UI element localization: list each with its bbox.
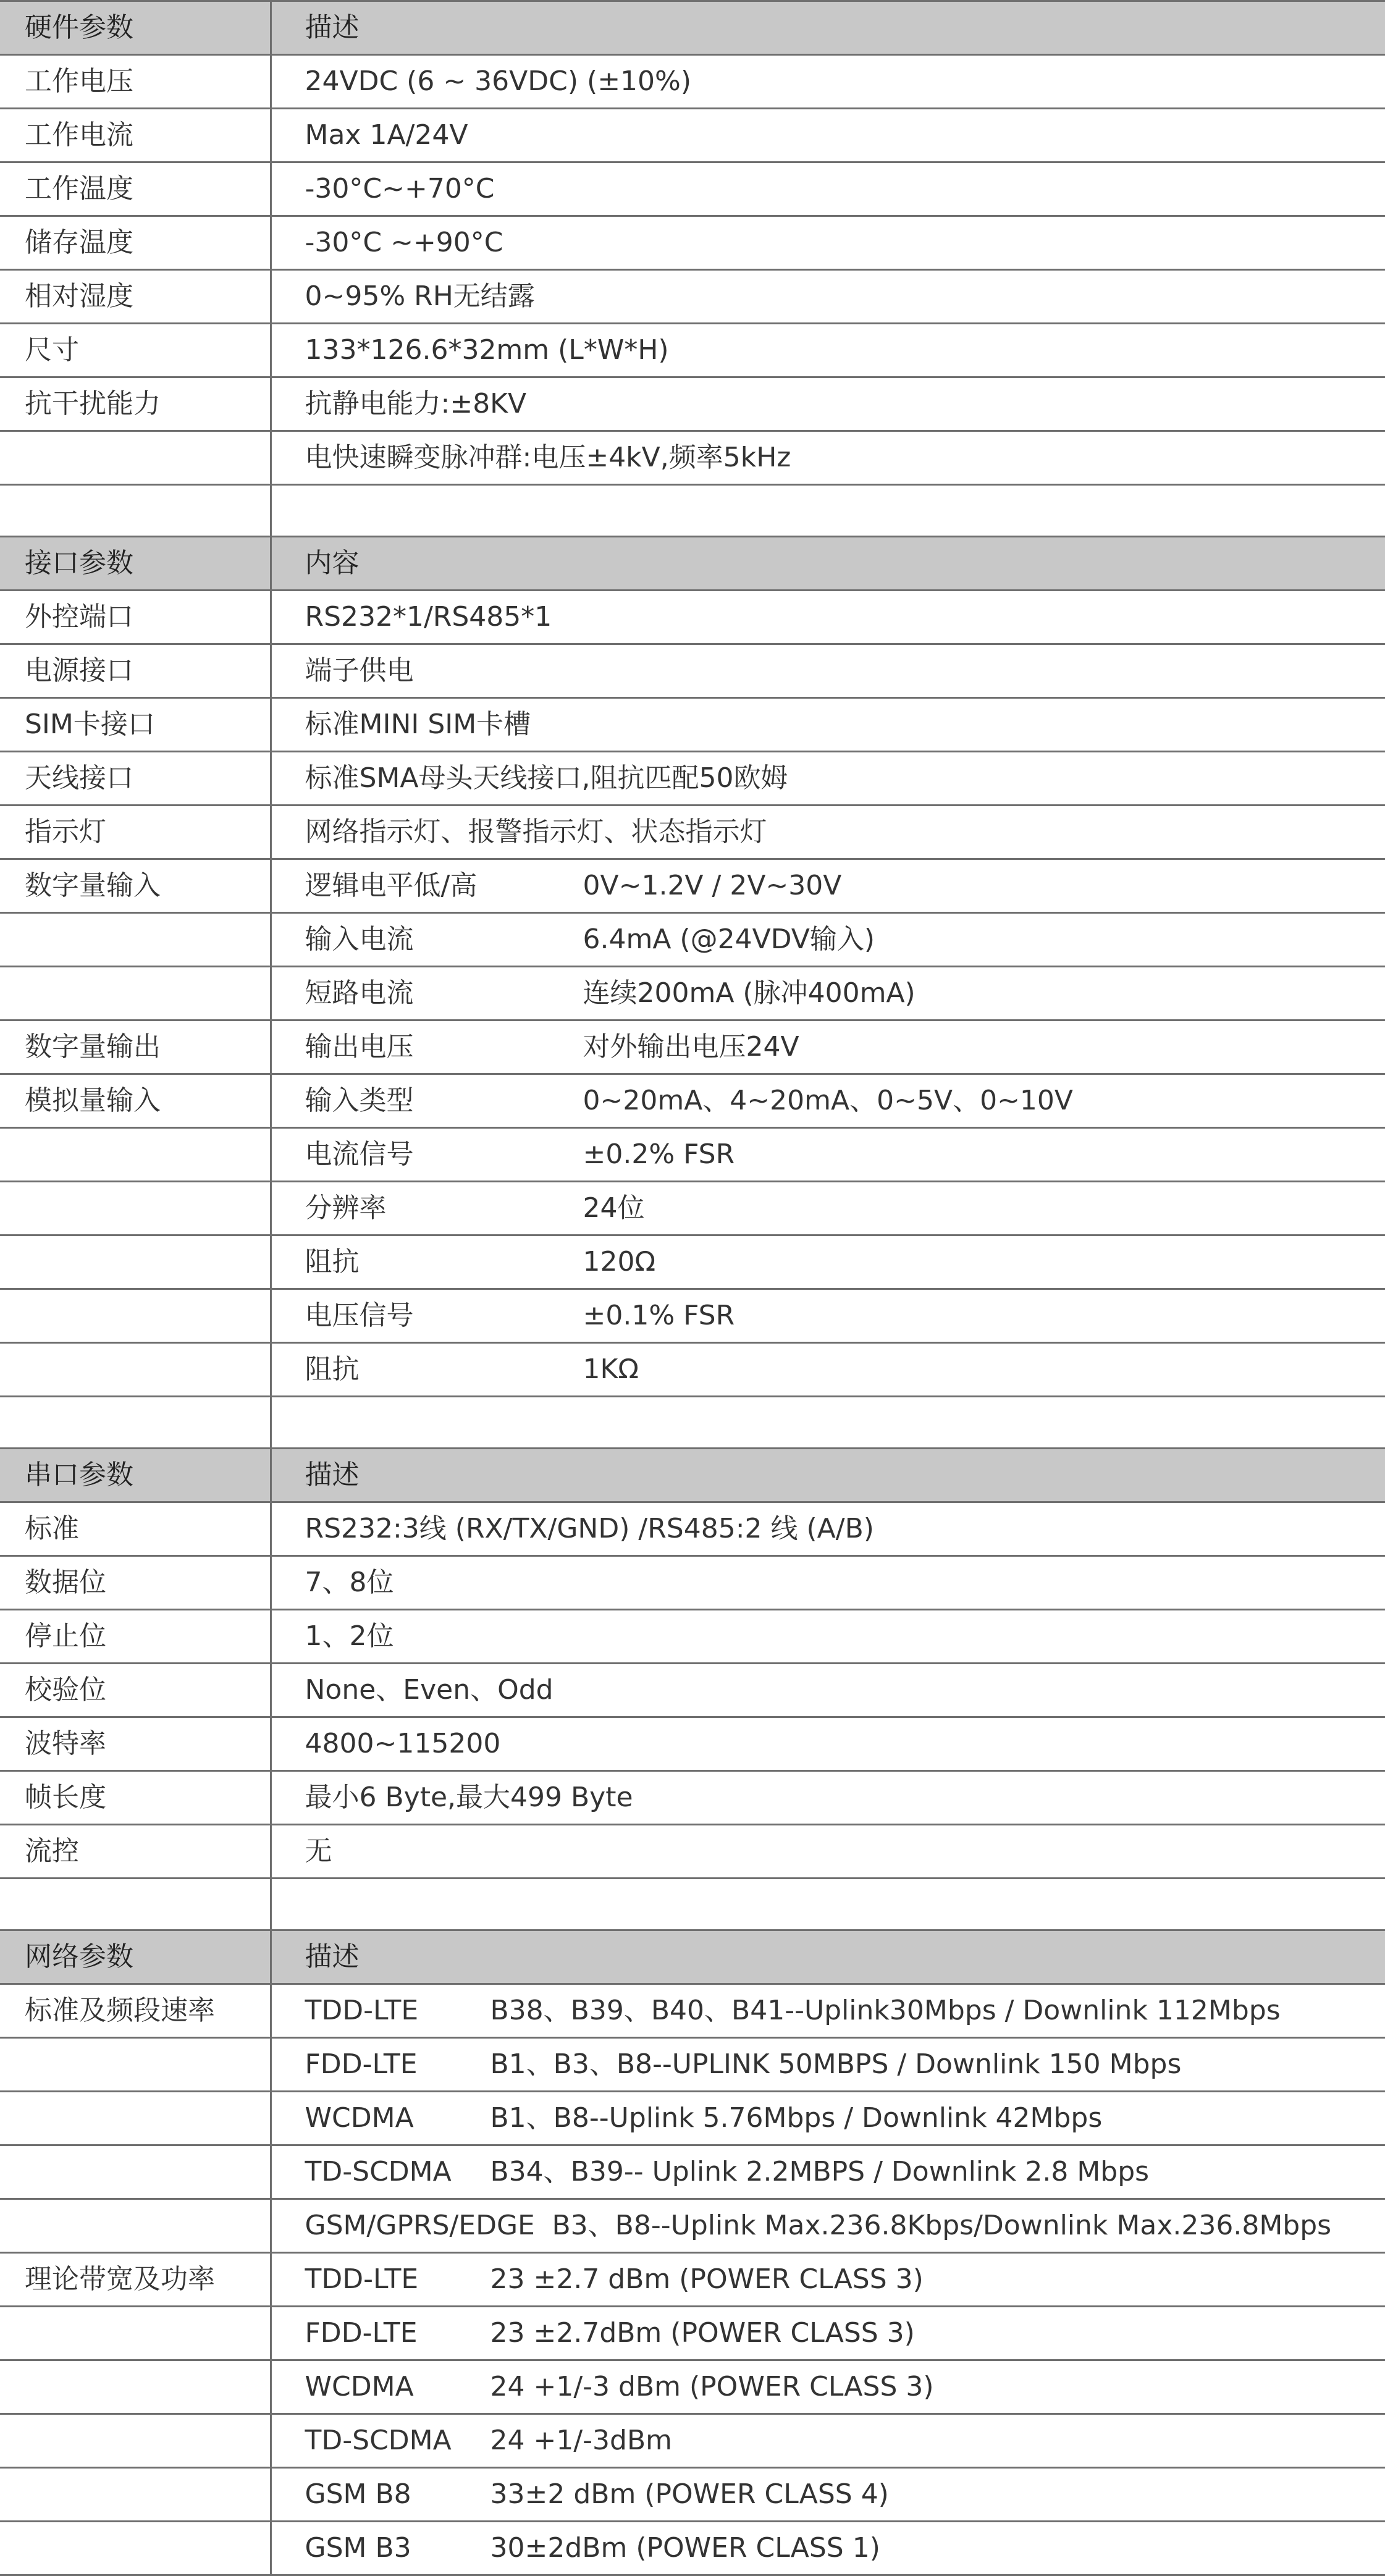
table-row <box>0 162 1385 216</box>
row-value: B3、B8--Uplink Max.236.8Kbps/Downlink Max.236.8Mbps <box>552 2210 1332 2241</box>
row-value-cell <box>271 1021 1385 1074</box>
row-label: 数字量输出 <box>0 1021 271 1074</box>
row-sublabel: 阻抗 <box>305 1353 360 1385</box>
row-value-cell <box>271 859 1385 913</box>
table-row <box>0 216 1385 270</box>
row-label <box>0 1343 271 1397</box>
row-label <box>0 2414 271 2468</box>
row-value: 133*126.6*32mm (L*W*H) <box>271 324 1385 377</box>
row-label <box>0 1235 271 1289</box>
header-col1: 网络参数 <box>0 1930 271 1984</box>
row-value-cell <box>271 2522 1385 2575</box>
row-sublabel: TDD-LTE <box>305 1995 419 2026</box>
row-value: 23 ±2.7 dBm (POWER CLASS 3) <box>490 2263 924 2295</box>
row-value-cell <box>271 2414 1385 2468</box>
row-value: 24VDC (6 ~ 36VDC) (±10%) <box>271 55 1385 109</box>
table-row <box>0 698 1385 752</box>
table-row <box>0 1502 1385 1556</box>
row-value: 电快速瞬变脉冲群:电压±4kV,频率5kHz <box>271 431 1385 485</box>
header-col1: 串口参数 <box>0 1449 271 1502</box>
row-value-cell <box>271 2307 1385 2360</box>
row-value: None、Even、Odd <box>271 1664 1385 1717</box>
row-sublabel: FDD-LTE <box>305 2048 418 2080</box>
row-label <box>0 1182 271 1235</box>
row-sublabel: GSM B8 <box>305 2478 411 2510</box>
table-row <box>0 1664 1385 1717</box>
table-row <box>0 109 1385 162</box>
row-value: 33±2 dBm (POWER CLASS 4) <box>490 2478 889 2510</box>
table-row <box>0 2360 1385 2414</box>
table-row <box>0 1021 1385 1074</box>
row-label <box>0 2360 271 2414</box>
spacer-cell <box>271 485 1385 537</box>
row-value-cell <box>271 2199 1385 2253</box>
table-row <box>0 2145 1385 2199</box>
row-label: 停止位 <box>0 1610 271 1664</box>
row-sublabel: 电压信号 <box>305 1300 414 1331</box>
row-sublabel: 电流信号 <box>305 1139 414 1170</box>
row-label <box>0 2092 271 2145</box>
row-value: 最小6 Byte,最大499 Byte <box>271 1771 1385 1825</box>
spacer-cell <box>0 485 271 537</box>
row-value: 抗静电能力:±8KV <box>271 377 1385 431</box>
row-label: 工作电压 <box>0 55 271 109</box>
row-value-cell <box>271 1235 1385 1289</box>
row-value: 标准MINI SIM卡槽 <box>271 698 1385 752</box>
table-row <box>0 1289 1385 1343</box>
row-value: B1、B3、B8--UPLINK 50MBPS / Downlink 150 Mbps <box>490 2048 1182 2080</box>
row-value: ±0.2% FSR <box>583 1139 735 1170</box>
row-sublabel: 逻辑电平低/高 <box>305 870 478 901</box>
header-col1: 接口参数 <box>0 537 271 591</box>
row-value: 1KΩ <box>583 1353 639 1385</box>
row-value: 对外输出电压24V <box>583 1031 799 1063</box>
row-label: SIM卡接口 <box>0 698 271 752</box>
row-value: -30°C~+70°C <box>271 162 1385 216</box>
row-label: 指示灯 <box>0 806 271 859</box>
row-value: 0~95% RH无结露 <box>271 270 1385 324</box>
row-value: 7、8位 <box>271 1556 1385 1610</box>
header-col1: 硬件参数 <box>0 1 271 55</box>
row-sublabel: 阻抗 <box>305 1246 360 1277</box>
row-label: 波特率 <box>0 1717 271 1771</box>
row-label: 工作电流 <box>0 109 271 162</box>
table-row <box>0 913 1385 967</box>
table-row <box>0 1984 1385 2038</box>
row-label: 数据位 <box>0 1556 271 1610</box>
spacer-cell <box>271 1397 1385 1449</box>
table-row <box>0 377 1385 431</box>
table-row <box>0 431 1385 485</box>
row-sublabel: WCDMA <box>305 2102 414 2134</box>
header-col2: 描述 <box>271 1930 1385 1984</box>
row-label: 相对湿度 <box>0 270 271 324</box>
row-value: RS232:3线 (RX/TX/GND) /RS485:2 线 (A/B) <box>271 1502 1385 1556</box>
row-value-cell <box>271 1343 1385 1397</box>
spacer-row <box>0 1397 1385 1449</box>
section-header-serial <box>0 1449 1385 1502</box>
row-label <box>0 1128 271 1182</box>
row-sublabel: 输入类型 <box>305 1085 414 1116</box>
row-label <box>0 2468 271 2522</box>
row-label: 电源接口 <box>0 644 271 698</box>
row-label: 天线接口 <box>0 752 271 806</box>
row-value: ±0.1% FSR <box>583 1300 735 1331</box>
row-sublabel: FDD-LTE <box>305 2317 418 2349</box>
row-value-cell <box>271 2145 1385 2199</box>
row-value-cell <box>271 1984 1385 2038</box>
row-value-cell <box>271 967 1385 1021</box>
row-label: 流控 <box>0 1825 271 1879</box>
table-row <box>0 2253 1385 2307</box>
row-value: RS232*1/RS485*1 <box>271 591 1385 644</box>
row-label: 数字量输入 <box>0 859 271 913</box>
row-sublabel: 输出电压 <box>305 1031 414 1063</box>
spacer-row <box>0 485 1385 537</box>
row-sublabel: 输入电流 <box>305 924 414 955</box>
table-row <box>0 1074 1385 1128</box>
table-row <box>0 2038 1385 2092</box>
table-row <box>0 2092 1385 2145</box>
spacer-cell <box>271 1879 1385 1930</box>
row-label <box>0 431 271 485</box>
row-label <box>0 1289 271 1343</box>
row-sublabel: 短路电流 <box>305 977 414 1009</box>
table-row <box>0 806 1385 859</box>
row-value: Max 1A/24V <box>271 109 1385 162</box>
row-value: B1、B8--Uplink 5.76Mbps / Downlink 42Mbps <box>490 2102 1103 2134</box>
spacer-cell <box>0 1397 271 1449</box>
row-value: B38、B39、B40、B41--Uplink30Mbps / Downlink 112Mbps <box>490 1995 1281 2026</box>
table-row <box>0 2414 1385 2468</box>
row-label: 抗干扰能力 <box>0 377 271 431</box>
header-col2: 内容 <box>271 537 1385 591</box>
row-label <box>0 2522 271 2575</box>
row-label <box>0 2038 271 2092</box>
row-value-cell <box>271 913 1385 967</box>
row-label <box>0 913 271 967</box>
table-row <box>0 270 1385 324</box>
section-header-hardware <box>0 1 1385 55</box>
row-label <box>0 967 271 1021</box>
table-row <box>0 1235 1385 1289</box>
table-row <box>0 1717 1385 1771</box>
row-value: 0V~1.2V / 2V~30V <box>583 870 842 901</box>
table-row <box>0 2522 1385 2575</box>
row-value: 端子供电 <box>271 644 1385 698</box>
table-row <box>0 1128 1385 1182</box>
row-sublabel: GSM B3 <box>305 2532 411 2564</box>
section-header-interface <box>0 537 1385 591</box>
row-value-cell <box>271 1074 1385 1128</box>
row-sublabel: GSM/GPRS/EDGE <box>305 2210 535 2241</box>
row-value-cell <box>271 1128 1385 1182</box>
table-row <box>0 644 1385 698</box>
table-row <box>0 967 1385 1021</box>
row-label: 校验位 <box>0 1664 271 1717</box>
row-value: 6.4mA (@24VDV输入) <box>583 924 875 955</box>
row-value: 30±2dBm (POWER CLASS 1) <box>490 2532 880 2564</box>
row-value-cell <box>271 2253 1385 2307</box>
row-sublabel: 分辨率 <box>305 1192 387 1224</box>
row-label: 外控端口 <box>0 591 271 644</box>
table-row <box>0 1556 1385 1610</box>
row-value-cell <box>271 2038 1385 2092</box>
table-row <box>0 2468 1385 2522</box>
row-value-cell <box>271 2092 1385 2145</box>
row-sublabel: TD-SCDMA <box>305 2156 452 2187</box>
row-label: 模拟量输入 <box>0 1074 271 1128</box>
row-value: 24 +1/-3dBm <box>490 2425 673 2456</box>
row-label: 帧长度 <box>0 1771 271 1825</box>
row-value: 网络指示灯、报警指示灯、状态指示灯 <box>271 806 1385 859</box>
row-value: -30°C ~+90°C <box>271 216 1385 270</box>
spacer-cell <box>0 1879 271 1930</box>
header-col2: 描述 <box>271 1449 1385 1502</box>
row-value-cell <box>271 1289 1385 1343</box>
row-value: B34、B39-- Uplink 2.2MBPS / Downlink 2.8 Mbps <box>490 2156 1150 2187</box>
row-value: 24位 <box>583 1192 645 1224</box>
row-label: 尺寸 <box>0 324 271 377</box>
row-value: 0~20mA、4~20mA、0~5V、0~10V <box>583 1085 1074 1116</box>
row-value: 4800~115200 <box>271 1717 1385 1771</box>
row-value: 24 +1/-3 dBm (POWER CLASS 3) <box>490 2371 934 2402</box>
table-row <box>0 1182 1385 1235</box>
row-label: 标准及频段速率 <box>0 1984 271 2038</box>
spacer-row <box>0 1879 1385 1930</box>
row-value: 标准SMA母头天线接口,阻抗匹配50欧姆 <box>271 752 1385 806</box>
row-label: 标准 <box>0 1502 271 1556</box>
row-sublabel: TDD-LTE <box>305 2263 419 2295</box>
section-header-network <box>0 1930 1385 1984</box>
row-value: 1、2位 <box>271 1610 1385 1664</box>
table-row <box>0 1825 1385 1879</box>
table-row <box>0 1343 1385 1397</box>
row-label: 理论带宽及功率 <box>0 2253 271 2307</box>
row-label <box>0 2307 271 2360</box>
table-row <box>0 591 1385 644</box>
table-row <box>0 324 1385 377</box>
table-row <box>0 55 1385 109</box>
row-label <box>0 2199 271 2253</box>
row-sublabel: TD-SCDMA <box>305 2425 452 2456</box>
table-row <box>0 1771 1385 1825</box>
table-row <box>0 859 1385 913</box>
row-label <box>0 2145 271 2199</box>
table-row <box>0 1610 1385 1664</box>
row-label: 工作温度 <box>0 162 271 216</box>
row-value-cell <box>271 2360 1385 2414</box>
table-row <box>0 752 1385 806</box>
row-value: 120Ω <box>583 1246 656 1277</box>
row-value: 无 <box>271 1825 1385 1879</box>
table-row <box>0 2307 1385 2360</box>
table-row <box>0 2199 1385 2253</box>
row-sublabel: WCDMA <box>305 2371 414 2402</box>
header-col2: 描述 <box>271 1 1385 55</box>
row-label: 储存温度 <box>0 216 271 270</box>
row-value-cell <box>271 2468 1385 2522</box>
row-value: 连续200mA (脉冲400mA) <box>583 977 916 1009</box>
row-value-cell <box>271 1182 1385 1235</box>
row-value: 23 ±2.7dBm (POWER CLASS 3) <box>490 2317 915 2349</box>
